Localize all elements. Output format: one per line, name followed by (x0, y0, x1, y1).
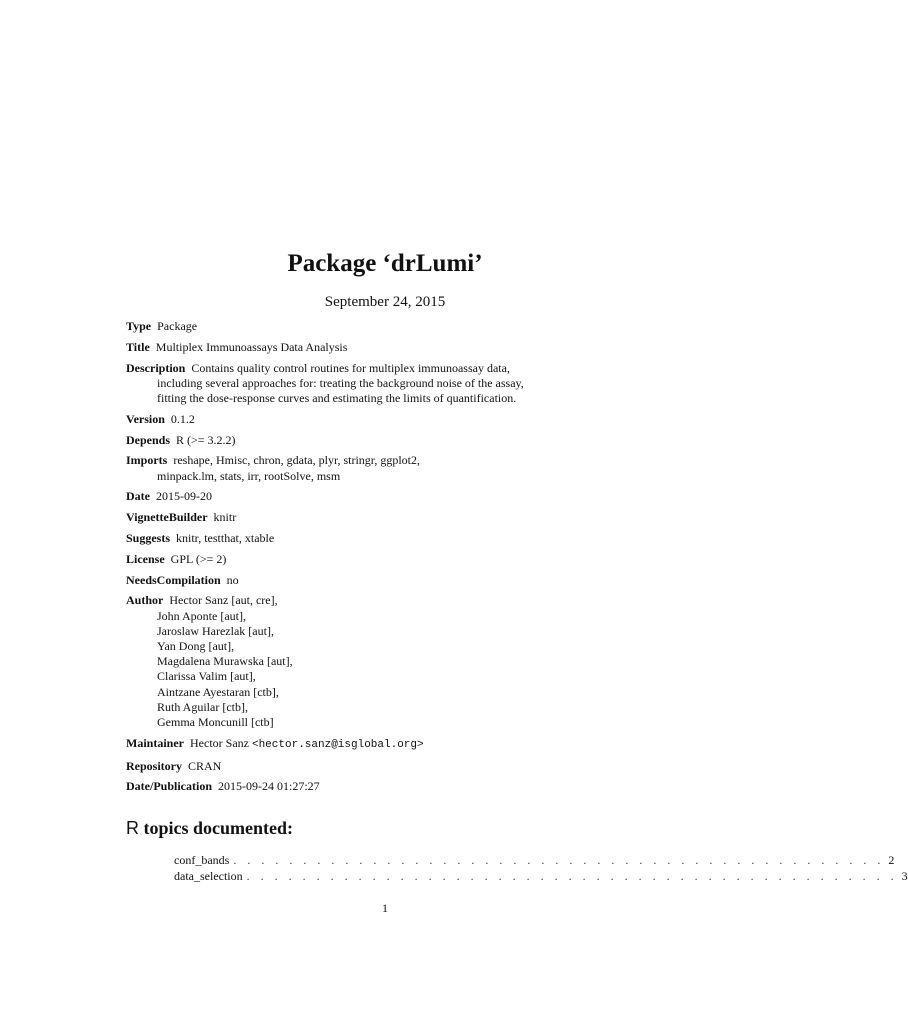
field-key: License (126, 551, 165, 566)
field-value: John Aponte [aut], (157, 608, 246, 623)
field-value: Gemma Moncunill [ctb] (157, 715, 274, 729)
field-line (126, 391, 646, 406)
field-value: 0.1.2 (170, 411, 195, 426)
field-value: knitr (213, 510, 237, 525)
field-date (126, 489, 646, 504)
field-title (126, 340, 646, 355)
field-line (126, 654, 646, 669)
field-author (126, 593, 646, 730)
field-line (126, 669, 646, 684)
field-date-publication (126, 779, 646, 794)
field-value: knitr, testthat, xtable (176, 530, 275, 545)
field-type (126, 319, 646, 334)
field-key: Date (126, 489, 150, 504)
field-key: Description (126, 360, 186, 375)
toc-heading-text: topics documented: (143, 818, 293, 838)
toc-entry-page[interactable]: 2 (888, 853, 895, 867)
field-line (126, 715, 646, 730)
field-value: 2015-09-24 01:27:27 (218, 779, 320, 794)
field-version (126, 412, 646, 427)
field-line (126, 361, 646, 376)
field-line (126, 759, 646, 774)
field-key: VignetteBuilder (126, 510, 208, 525)
field-value: no (226, 572, 239, 587)
description-fields (126, 319, 646, 800)
field-value: 2015-09-20 (156, 489, 212, 504)
field-line (126, 376, 646, 391)
field-line (126, 593, 646, 608)
field-value: R (>= 3.2.2) (176, 432, 236, 447)
field-line (126, 573, 646, 588)
field-repository (126, 759, 646, 774)
field-line (126, 412, 646, 427)
field-key: Title (126, 339, 150, 354)
field-value: Aintzane Ayestaran [ctb], (157, 684, 279, 699)
field-key: Imports (126, 453, 168, 468)
field-line (126, 700, 646, 715)
table-of-contents (174, 852, 908, 884)
field-line (126, 489, 646, 504)
field-line (126, 639, 646, 654)
field-line (126, 453, 646, 468)
field-value: fitting the dose-response curves and estimating the limits of quantification. (157, 391, 517, 405)
field-line (126, 469, 646, 484)
toc-leader-dots: . . . . . . . . . . . . . . . . . . . . . . . . . . . . . . . . . . . . . . . . . . . . . . . (233, 853, 885, 867)
r-logo-text: R (126, 818, 139, 838)
field-license (126, 552, 646, 567)
field-value: Jaroslaw Harezlak [aut], (157, 623, 274, 638)
field-value: Package (157, 319, 198, 333)
field-maintainer (126, 736, 646, 753)
field-line (126, 736, 646, 753)
field-value: Clarissa Valim [aut], (157, 669, 256, 684)
field-value: Hector Sanz (190, 735, 249, 750)
field-key: Author (126, 593, 164, 608)
maintainer-email: <hector.sanz@isglobal.org> (251, 738, 424, 751)
toc-entry[interactable] (174, 852, 895, 868)
field-needscompilation (126, 573, 646, 588)
field-value: minpack.lm, stats, irr, rootSolve, msm (157, 468, 341, 483)
field-value: CRAN (188, 758, 222, 773)
field-value: Yan Dong [aut], (157, 638, 235, 653)
field-depends (126, 433, 646, 448)
field-key: Repository (126, 758, 182, 773)
toc-entry[interactable] (174, 868, 908, 884)
field-description (126, 361, 646, 407)
field-key: Version (126, 411, 165, 426)
field-line (126, 319, 646, 334)
field-vignettebuilder (126, 510, 646, 525)
field-line (126, 624, 646, 639)
toc-heading (126, 818, 293, 839)
field-value: Multiplex Immunoassays Data Analysis (155, 339, 348, 354)
field-suggests (126, 531, 646, 546)
field-value: Hector Sanz [aut, cre], (169, 593, 278, 608)
field-line (126, 552, 646, 567)
field-line (126, 433, 646, 448)
toc-entry-page[interactable]: 3 (901, 869, 908, 883)
field-value: GPL (>= 2) (170, 551, 227, 566)
field-key: Date/Publication (126, 779, 212, 794)
field-key: Depends (126, 432, 171, 447)
field-key: Type (126, 319, 152, 333)
field-key: Maintainer (126, 735, 184, 750)
field-value: Ruth Aguilar [ctb], (157, 699, 248, 714)
field-value: reshape, Hmisc, chron, gdata, plyr, stringr, ggplot2, (173, 453, 420, 468)
publication-date: September 24, 2015 (324, 294, 446, 310)
toc-leader-dots: . . . . . . . . . . . . . . . . . . . . . . . . . . . . . . . . . . . . . . . . . . . . . . . (246, 869, 898, 883)
field-line (126, 609, 646, 624)
field-value: Contains quality control routines for multiplex immunoassay data, (191, 360, 510, 375)
field-key: Suggests (126, 530, 171, 545)
page-title: Package ‘drLumi’ (287, 250, 483, 277)
field-line (126, 510, 646, 525)
toc-entry-name[interactable]: conf_bands (174, 853, 230, 867)
toc-entry-name[interactable]: data_selection (174, 869, 243, 883)
field-line (126, 531, 646, 546)
field-value: Magdalena Murawska [aut], (157, 654, 293, 669)
field-key: NeedsCompilation (126, 572, 221, 587)
field-line (126, 779, 646, 794)
field-value: including several approaches for: treating the background noise of the assay, (157, 375, 524, 390)
field-imports (126, 453, 646, 483)
field-line (126, 685, 646, 700)
page-number: 1 (382, 901, 388, 915)
field-line (126, 340, 646, 355)
